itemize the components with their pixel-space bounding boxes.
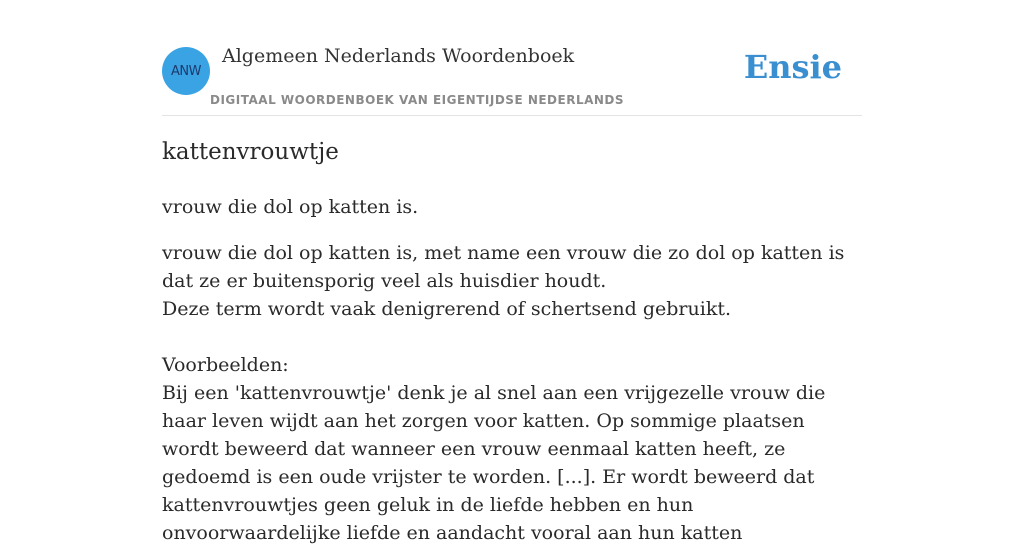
- long-definition: [162, 239, 862, 547]
- usage-note: Deze term wordt vaak denigrerend of schertsend gebruikt.: [162, 298, 732, 320]
- spacer: [162, 323, 862, 351]
- page-container: [162, 0, 862, 544]
- entry-term: kattenvrouwtje: [162, 139, 339, 165]
- site-header: [162, 0, 862, 116]
- short-definition: vrouw die dol op katten is.: [162, 196, 419, 218]
- ensie-brand-link[interactable]: Ensie: [743, 48, 842, 86]
- site-subtitle: DIGITAAL WOORDENBOEK VAN EIGENTIJDSE NEDERLANDS: [210, 93, 625, 107]
- anw-logo[interactable]: [162, 47, 210, 95]
- anw-logo-text: ANW: [171, 63, 201, 79]
- site-name-link[interactable]: Algemeen Nederlands Woordenboek: [222, 45, 575, 67]
- long-definition-text: vrouw die dol op katten is, met name een vrouw die zo dol op katten is dat ze er buitensporig veel als huisdier houdt.: [162, 242, 845, 292]
- example-text: Bij een 'kattenvrouwtje' denk je al snel aan een vrijgezelle vrouw die haar leven wijdt aan het zorgen voor katten. Op sommige plaatsen wordt beweerd dat wanneer een vrouw eenmaal katten heeft, ze gedoemd is een oude vrijster te worden. [...]. Er wordt beweerd dat kattenvrouwtjes geen geluk in de liefde hebben en hun onvoorwaardelijke liefde en aandacht vooral aan hun katten: [162, 382, 826, 544]
- examples-label: Voorbeelden:: [162, 354, 289, 376]
